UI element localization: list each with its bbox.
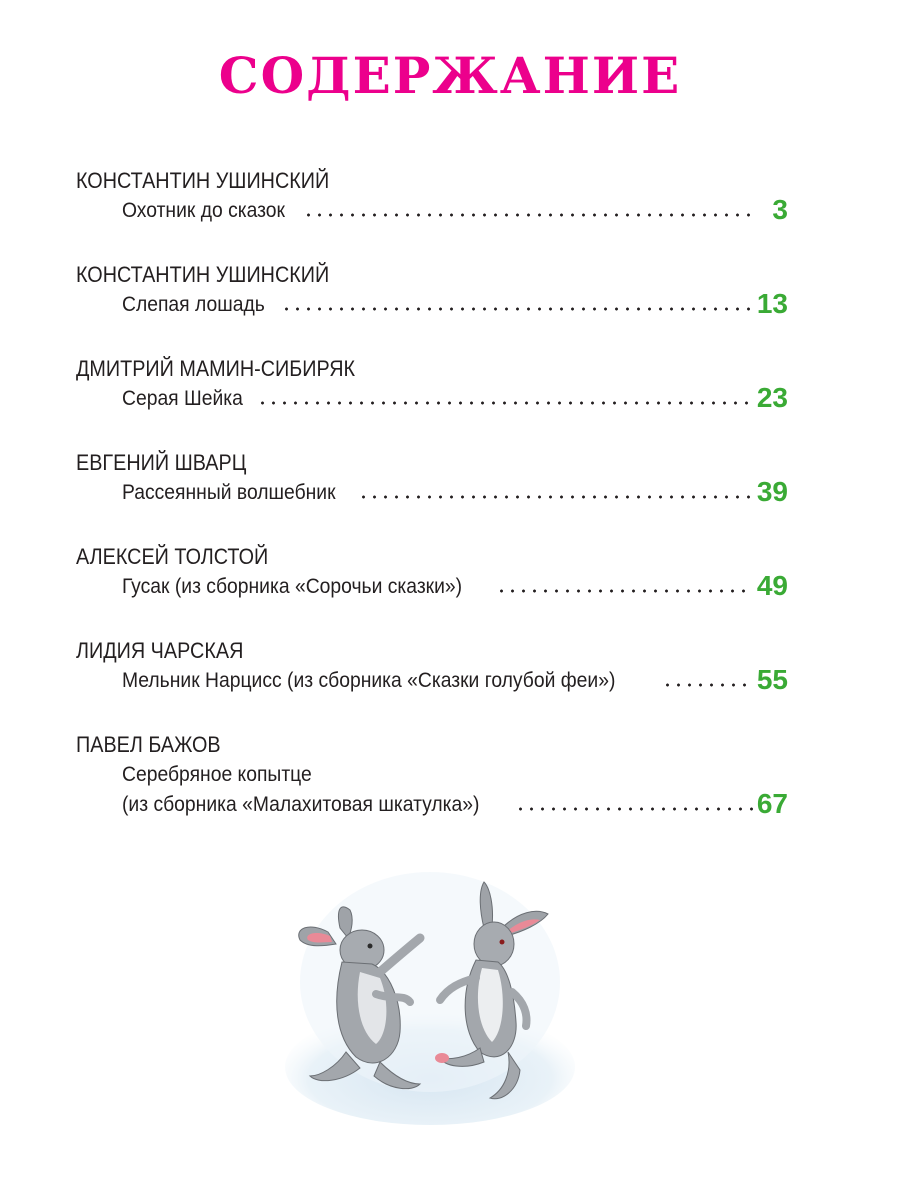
- toc-entry: [76, 730, 788, 820]
- story-title-line: Мельник Нарцисс (из сборника «Сказки голубой феи»): [122, 669, 616, 692]
- story-row[interactable]: [122, 572, 788, 602]
- author-name: ЕВГЕНИЙ ШВАРЦ: [76, 450, 247, 475]
- page-number: 23: [756, 382, 788, 413]
- story-title: [122, 290, 265, 320]
- story-title-line: Слепая лошадь: [122, 293, 265, 316]
- page-number: 39: [756, 476, 788, 507]
- author-name: АЛЕКСЕЙ ТОЛСТОЙ: [76, 544, 269, 569]
- toc-entry: [76, 542, 788, 602]
- story-row[interactable]: [122, 666, 788, 696]
- dot-leader: [515, 804, 753, 814]
- dot-leader: [303, 210, 758, 220]
- story-title-line: Серая Шейка: [122, 387, 243, 410]
- story-row[interactable]: [122, 384, 788, 414]
- hares-illustration: [280, 862, 580, 1132]
- story-title: [122, 666, 615, 696]
- toc-entry: [76, 448, 788, 508]
- toc-entry: [76, 166, 788, 226]
- story-row[interactable]: [122, 760, 788, 820]
- story-title: [122, 384, 243, 414]
- dot-leader: [358, 492, 753, 502]
- author-name: КОНСТАНТИН УШИНСКИЙ: [76, 168, 330, 193]
- story-title-line: Рассеянный волшебник: [122, 481, 336, 504]
- story-row[interactable]: [122, 478, 788, 508]
- story-title: [122, 196, 285, 226]
- toc-entry: [76, 260, 788, 320]
- story-row[interactable]: [122, 196, 788, 226]
- table-of-contents: [76, 166, 788, 854]
- page-number: 49: [756, 570, 788, 601]
- story-title-line: Охотник до сказок: [122, 199, 285, 222]
- dot-leader: [662, 680, 753, 690]
- page-number: 55: [756, 664, 788, 695]
- page-number: 67: [756, 788, 788, 819]
- dot-leader: [496, 586, 753, 596]
- page-title: СОДЕРЖАНИЕ: [218, 46, 682, 105]
- author-name: ЛИДИЯ ЧАРСКАЯ: [76, 638, 244, 663]
- page-number: 3: [772, 194, 788, 225]
- dot-leader: [257, 398, 752, 408]
- story-title: [122, 478, 336, 508]
- dot-leader: [281, 304, 753, 314]
- author-name: ДМИТРИЙ МАМИН-СИБИРЯК: [76, 356, 356, 381]
- toc-entry: [76, 354, 788, 414]
- story-title: [122, 572, 462, 602]
- author-name: КОНСТАНТИН УШИНСКИЙ: [76, 262, 330, 287]
- page-number: 13: [756, 288, 788, 319]
- story-row[interactable]: [122, 290, 788, 320]
- story-title: [122, 760, 479, 820]
- author-name: ПАВЕЛ БАЖОВ: [76, 732, 221, 757]
- story-title-line: Гусак (из сборника «Сорочьи сказки»): [122, 575, 463, 598]
- toc-entry: [76, 636, 788, 696]
- story-title-line: (из сборника «Малахитовая шкатулка»): [122, 793, 480, 816]
- story-title-line: Серебряное копытце: [122, 763, 312, 786]
